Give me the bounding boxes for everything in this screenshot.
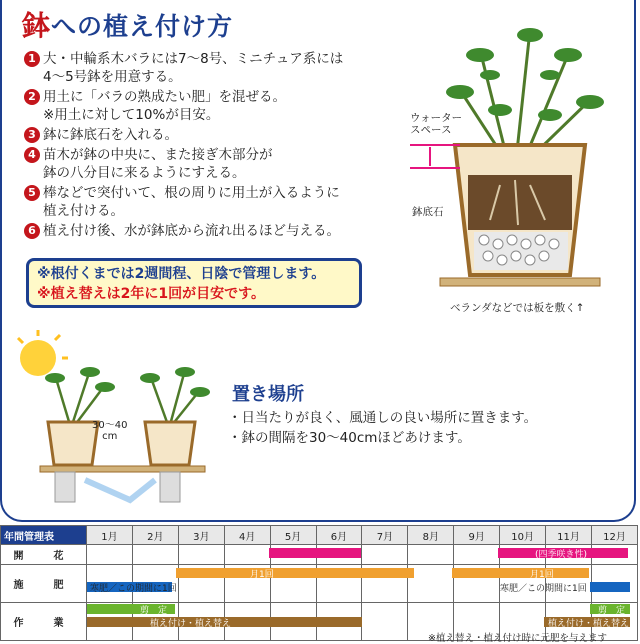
steps-list <box>24 50 384 242</box>
calendar-row-bloom: 開 花 <box>1 545 638 565</box>
note-repotting: ※植え替えは2年に1回が目安です。 <box>37 286 265 302</box>
water-space-label: ウォーター スペース <box>410 112 463 136</box>
bar-plant-2-label: 植え付け・植え替え <box>548 619 630 629</box>
bar-winter-2 <box>590 582 630 592</box>
step-1: 1 大・中輪系木バラには7〜8号、ミニチュア系には 4〜5号鉢を用意する。 <box>24 50 384 86</box>
notes-box <box>26 258 362 308</box>
bar-fert-2-label: 月1回 <box>530 570 554 580</box>
placement-text <box>228 408 537 448</box>
placement-title: 置き場所 <box>232 384 304 405</box>
bar-bloom-1 <box>269 548 361 558</box>
bar-fert-1-label: 月1回 <box>250 570 274 580</box>
note-rooting: ※根付くまでは2週間程、日陰で管理します。 <box>37 266 326 282</box>
month-header: 5月 <box>270 526 316 545</box>
month-header: 10月 <box>500 526 546 545</box>
month-header: 1月 <box>87 526 133 545</box>
pot-stones-label: 鉢底石 <box>412 206 444 218</box>
step-4: 4 苗木が鉢の中央に、また接ぎ木部分が 鉢の八分目に来るようにすえる。 <box>24 146 384 182</box>
month-header: 8月 <box>408 526 454 545</box>
board-caption: ベランダなどでは板を敷く↑ <box>450 302 585 314</box>
calendar-header: 年間管理表 <box>1 526 87 545</box>
month-header: 9月 <box>454 526 500 545</box>
bar-bloom-note: (四季咲き性) <box>535 550 588 560</box>
bar-winter-2-label: 寒肥／この期間に1回 <box>500 584 587 594</box>
month-header: 2月 <box>132 526 178 545</box>
bar-winter-1-label: 寒肥／この期間に1回 <box>90 584 177 594</box>
step-3: 3 鉢に鉢底石を入れる。 <box>24 126 384 144</box>
month-header: 12月 <box>591 526 637 545</box>
step-5: 5 棒などで突付いて、根の周りに用土が入るように 植え付ける。 <box>24 184 384 220</box>
calendar-row-work: 作 業 <box>1 603 638 641</box>
footer-note: ※植え替え・植え付け時に元肥を与えます <box>428 633 607 644</box>
month-header: 11月 <box>546 526 592 545</box>
bar-fert-1 <box>176 568 414 578</box>
bar-prune-2-label: 剪 定 <box>598 606 626 616</box>
placement-line-1: ・日当たりが良く、風通しの良い場所に置きます。 <box>228 410 538 426</box>
bar-plant-1-label: 植え付け・植え替え <box>150 619 232 629</box>
placement-line-2: ・鉢の間隔を30〜40cmほどあけます。 <box>228 430 471 446</box>
step-6: 6 植え付け後、水が鉢底から流れ出るほど与える。 <box>24 222 384 240</box>
month-header: 6月 <box>316 526 362 545</box>
calendar-row-fert: 施 肥 <box>1 565 638 603</box>
bar-prune-1-label: 剪 定 <box>140 606 168 616</box>
month-header: 7月 <box>362 526 408 545</box>
bar-fert-2 <box>452 568 589 578</box>
month-header: 3月 <box>178 526 224 545</box>
potted-rose-illustration <box>400 20 636 310</box>
distance-label: 30〜40 cm <box>92 420 128 442</box>
step-2: 2 用土に「バラの熟成たい肥」を混ぜる。 ※用土に対して10%が目安。 <box>24 88 384 124</box>
sun-icon <box>20 340 56 376</box>
page-title: 鉢への植え付け方 <box>22 9 234 42</box>
month-header: 4月 <box>224 526 270 545</box>
calendar-header-row <box>1 526 638 545</box>
